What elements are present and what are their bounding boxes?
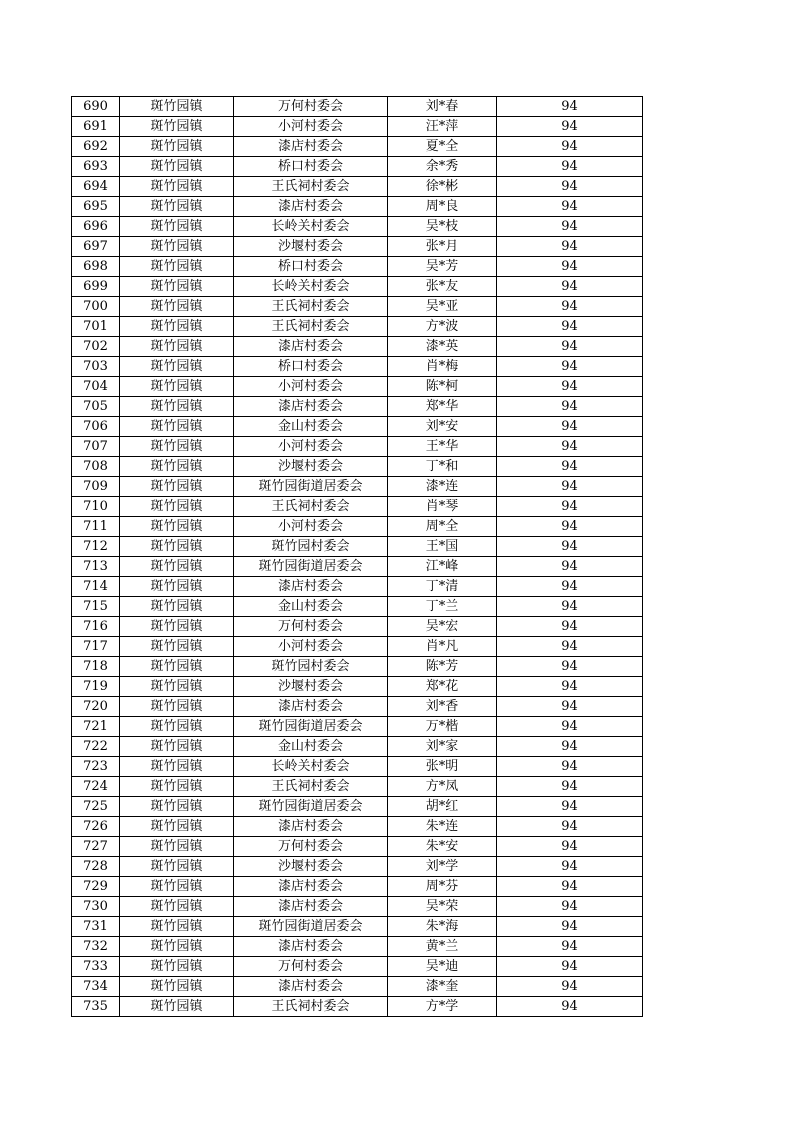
row-number-cell: 733 bbox=[72, 957, 120, 977]
table-row bbox=[72, 337, 643, 357]
row-number-cell: 711 bbox=[72, 517, 120, 537]
score-cell: 94 bbox=[497, 157, 643, 177]
town-cell: 斑竹园镇 bbox=[120, 177, 234, 197]
table-row bbox=[72, 117, 643, 137]
score-cell: 94 bbox=[497, 897, 643, 917]
person-name-cell: 朱*安 bbox=[388, 837, 497, 857]
town-cell: 斑竹园镇 bbox=[120, 197, 234, 217]
town-cell: 斑竹园镇 bbox=[120, 497, 234, 517]
person-name-cell: 张*月 bbox=[388, 237, 497, 257]
table-row bbox=[72, 517, 643, 537]
table-row bbox=[72, 697, 643, 717]
village-committee-cell: 斑竹园街道居委会 bbox=[234, 917, 388, 937]
person-name-cell: 刘*春 bbox=[388, 97, 497, 117]
person-name-cell: 漆*奎 bbox=[388, 977, 497, 997]
table-row bbox=[72, 457, 643, 477]
town-cell: 斑竹园镇 bbox=[120, 757, 234, 777]
person-name-cell: 吴*芳 bbox=[388, 257, 497, 277]
person-name-cell: 张*友 bbox=[388, 277, 497, 297]
town-cell: 斑竹园镇 bbox=[120, 837, 234, 857]
score-cell: 94 bbox=[497, 477, 643, 497]
village-committee-cell: 万何村委会 bbox=[234, 617, 388, 637]
village-committee-cell: 桥口村委会 bbox=[234, 157, 388, 177]
row-number-cell: 714 bbox=[72, 577, 120, 597]
row-number-cell: 710 bbox=[72, 497, 120, 517]
score-cell: 94 bbox=[497, 437, 643, 457]
town-cell: 斑竹园镇 bbox=[120, 137, 234, 157]
town-cell: 斑竹园镇 bbox=[120, 117, 234, 137]
row-number-cell: 731 bbox=[72, 917, 120, 937]
table-row bbox=[72, 877, 643, 897]
table-row bbox=[72, 237, 643, 257]
person-name-cell: 万*楷 bbox=[388, 717, 497, 737]
row-number-cell: 699 bbox=[72, 277, 120, 297]
table-row bbox=[72, 917, 643, 937]
score-cell: 94 bbox=[497, 617, 643, 637]
town-cell: 斑竹园镇 bbox=[120, 237, 234, 257]
village-committee-cell: 王氏祠村委会 bbox=[234, 177, 388, 197]
row-number-cell: 721 bbox=[72, 717, 120, 737]
village-committee-cell: 王氏祠村委会 bbox=[234, 777, 388, 797]
town-cell: 斑竹园镇 bbox=[120, 657, 234, 677]
village-committee-cell: 漆店村委会 bbox=[234, 337, 388, 357]
score-cell: 94 bbox=[497, 117, 643, 137]
score-cell: 94 bbox=[497, 377, 643, 397]
row-number-cell: 713 bbox=[72, 557, 120, 577]
row-number-cell: 732 bbox=[72, 937, 120, 957]
table-row bbox=[72, 617, 643, 637]
score-cell: 94 bbox=[497, 277, 643, 297]
score-cell: 94 bbox=[497, 497, 643, 517]
person-name-cell: 王*国 bbox=[388, 537, 497, 557]
town-cell: 斑竹园镇 bbox=[120, 977, 234, 997]
table-row bbox=[72, 817, 643, 837]
score-cell: 94 bbox=[497, 577, 643, 597]
person-name-cell: 刘*家 bbox=[388, 737, 497, 757]
table-row bbox=[72, 717, 643, 737]
score-cell: 94 bbox=[497, 857, 643, 877]
table-row bbox=[72, 957, 643, 977]
village-committee-cell: 斑竹园街道居委会 bbox=[234, 477, 388, 497]
person-name-cell: 夏*全 bbox=[388, 137, 497, 157]
table-row bbox=[72, 537, 643, 557]
village-committee-cell: 漆店村委会 bbox=[234, 897, 388, 917]
table-row bbox=[72, 377, 643, 397]
table-row bbox=[72, 257, 643, 277]
village-committee-cell: 金山村委会 bbox=[234, 417, 388, 437]
score-cell: 94 bbox=[497, 97, 643, 117]
village-committee-cell: 小河村委会 bbox=[234, 117, 388, 137]
person-name-cell: 吴*荣 bbox=[388, 897, 497, 917]
row-number-cell: 695 bbox=[72, 197, 120, 217]
table-row bbox=[72, 977, 643, 997]
score-cell: 94 bbox=[497, 457, 643, 477]
town-cell: 斑竹园镇 bbox=[120, 317, 234, 337]
score-cell: 94 bbox=[497, 177, 643, 197]
person-name-cell: 吴*迪 bbox=[388, 957, 497, 977]
row-number-cell: 729 bbox=[72, 877, 120, 897]
village-committee-cell: 小河村委会 bbox=[234, 517, 388, 537]
village-committee-cell: 小河村委会 bbox=[234, 377, 388, 397]
row-number-cell: 734 bbox=[72, 977, 120, 997]
person-name-cell: 方*学 bbox=[388, 997, 497, 1017]
town-cell: 斑竹园镇 bbox=[120, 397, 234, 417]
person-name-cell: 吴*亚 bbox=[388, 297, 497, 317]
village-committee-cell: 斑竹园街道居委会 bbox=[234, 557, 388, 577]
person-name-cell: 刘*学 bbox=[388, 857, 497, 877]
score-cell: 94 bbox=[497, 197, 643, 217]
person-name-cell: 余*秀 bbox=[388, 157, 497, 177]
town-cell: 斑竹园镇 bbox=[120, 717, 234, 737]
village-committee-cell: 漆店村委会 bbox=[234, 937, 388, 957]
row-number-cell: 709 bbox=[72, 477, 120, 497]
town-cell: 斑竹园镇 bbox=[120, 577, 234, 597]
person-name-cell: 肖*梅 bbox=[388, 357, 497, 377]
score-cell: 94 bbox=[497, 637, 643, 657]
town-cell: 斑竹园镇 bbox=[120, 377, 234, 397]
village-committee-cell: 斑竹园村委会 bbox=[234, 657, 388, 677]
table-row bbox=[72, 197, 643, 217]
row-number-cell: 696 bbox=[72, 217, 120, 237]
person-name-cell: 陈*芳 bbox=[388, 657, 497, 677]
town-cell: 斑竹园镇 bbox=[120, 817, 234, 837]
score-cell: 94 bbox=[497, 737, 643, 757]
table-row bbox=[72, 657, 643, 677]
score-cell: 94 bbox=[497, 757, 643, 777]
score-cell: 94 bbox=[497, 257, 643, 277]
records-table bbox=[71, 96, 643, 1017]
town-cell: 斑竹园镇 bbox=[120, 597, 234, 617]
village-committee-cell: 斑竹园街道居委会 bbox=[234, 717, 388, 737]
town-cell: 斑竹园镇 bbox=[120, 897, 234, 917]
person-name-cell: 漆*英 bbox=[388, 337, 497, 357]
table-row bbox=[72, 737, 643, 757]
score-cell: 94 bbox=[497, 357, 643, 377]
village-committee-cell: 金山村委会 bbox=[234, 597, 388, 617]
person-name-cell: 刘*安 bbox=[388, 417, 497, 437]
row-number-cell: 698 bbox=[72, 257, 120, 277]
person-name-cell: 周*全 bbox=[388, 517, 497, 537]
town-cell: 斑竹园镇 bbox=[120, 957, 234, 977]
person-name-cell: 肖*琴 bbox=[388, 497, 497, 517]
village-committee-cell: 金山村委会 bbox=[234, 737, 388, 757]
score-cell: 94 bbox=[497, 717, 643, 737]
row-number-cell: 725 bbox=[72, 797, 120, 817]
village-committee-cell: 漆店村委会 bbox=[234, 397, 388, 417]
row-number-cell: 700 bbox=[72, 297, 120, 317]
row-number-cell: 730 bbox=[72, 897, 120, 917]
score-cell: 94 bbox=[497, 657, 643, 677]
row-number-cell: 704 bbox=[72, 377, 120, 397]
score-cell: 94 bbox=[497, 877, 643, 897]
person-name-cell: 方*波 bbox=[388, 317, 497, 337]
town-cell: 斑竹园镇 bbox=[120, 417, 234, 437]
score-cell: 94 bbox=[497, 557, 643, 577]
row-number-cell: 702 bbox=[72, 337, 120, 357]
village-committee-cell: 漆店村委会 bbox=[234, 197, 388, 217]
score-cell: 94 bbox=[497, 137, 643, 157]
table-row bbox=[72, 277, 643, 297]
person-name-cell: 吴*宏 bbox=[388, 617, 497, 637]
score-cell: 94 bbox=[497, 957, 643, 977]
town-cell: 斑竹园镇 bbox=[120, 517, 234, 537]
town-cell: 斑竹园镇 bbox=[120, 157, 234, 177]
person-name-cell: 丁*和 bbox=[388, 457, 497, 477]
score-cell: 94 bbox=[497, 997, 643, 1017]
row-number-cell: 691 bbox=[72, 117, 120, 137]
score-cell: 94 bbox=[497, 677, 643, 697]
town-cell: 斑竹园镇 bbox=[120, 637, 234, 657]
village-committee-cell: 万何村委会 bbox=[234, 957, 388, 977]
table-row bbox=[72, 777, 643, 797]
village-committee-cell: 斑竹园街道居委会 bbox=[234, 797, 388, 817]
table-row bbox=[72, 677, 643, 697]
town-cell: 斑竹园镇 bbox=[120, 357, 234, 377]
row-number-cell: 735 bbox=[72, 997, 120, 1017]
row-number-cell: 726 bbox=[72, 817, 120, 837]
table-row bbox=[72, 577, 643, 597]
village-committee-cell: 桥口村委会 bbox=[234, 257, 388, 277]
person-name-cell: 周*良 bbox=[388, 197, 497, 217]
town-cell: 斑竹园镇 bbox=[120, 457, 234, 477]
town-cell: 斑竹园镇 bbox=[120, 797, 234, 817]
row-number-cell: 727 bbox=[72, 837, 120, 857]
row-number-cell: 707 bbox=[72, 437, 120, 457]
person-name-cell: 朱*海 bbox=[388, 917, 497, 937]
table-row bbox=[72, 397, 643, 417]
town-cell: 斑竹园镇 bbox=[120, 917, 234, 937]
score-cell: 94 bbox=[497, 597, 643, 617]
score-cell: 94 bbox=[497, 817, 643, 837]
town-cell: 斑竹园镇 bbox=[120, 277, 234, 297]
village-committee-cell: 沙堰村委会 bbox=[234, 677, 388, 697]
town-cell: 斑竹园镇 bbox=[120, 617, 234, 637]
table-row bbox=[72, 597, 643, 617]
score-cell: 94 bbox=[497, 317, 643, 337]
table-row bbox=[72, 297, 643, 317]
village-committee-cell: 漆店村委会 bbox=[234, 577, 388, 597]
table-row bbox=[72, 997, 643, 1017]
row-number-cell: 718 bbox=[72, 657, 120, 677]
town-cell: 斑竹园镇 bbox=[120, 297, 234, 317]
person-name-cell: 丁*兰 bbox=[388, 597, 497, 617]
person-name-cell: 漆*连 bbox=[388, 477, 497, 497]
row-number-cell: 690 bbox=[72, 97, 120, 117]
village-committee-cell: 漆店村委会 bbox=[234, 877, 388, 897]
person-name-cell: 郑*花 bbox=[388, 677, 497, 697]
row-number-cell: 701 bbox=[72, 317, 120, 337]
person-name-cell: 王*华 bbox=[388, 437, 497, 457]
table-row bbox=[72, 357, 643, 377]
row-number-cell: 703 bbox=[72, 357, 120, 377]
village-committee-cell: 漆店村委会 bbox=[234, 697, 388, 717]
table-row bbox=[72, 497, 643, 517]
village-committee-cell: 万何村委会 bbox=[234, 97, 388, 117]
table-row bbox=[72, 417, 643, 437]
table-row bbox=[72, 437, 643, 457]
town-cell: 斑竹园镇 bbox=[120, 877, 234, 897]
village-committee-cell: 斑竹园村委会 bbox=[234, 537, 388, 557]
village-committee-cell: 漆店村委会 bbox=[234, 137, 388, 157]
score-cell: 94 bbox=[497, 237, 643, 257]
table-row bbox=[72, 317, 643, 337]
table-row bbox=[72, 137, 643, 157]
row-number-cell: 719 bbox=[72, 677, 120, 697]
town-cell: 斑竹园镇 bbox=[120, 557, 234, 577]
village-committee-cell: 长岭关村委会 bbox=[234, 277, 388, 297]
town-cell: 斑竹园镇 bbox=[120, 997, 234, 1017]
town-cell: 斑竹园镇 bbox=[120, 777, 234, 797]
table-row bbox=[72, 757, 643, 777]
village-committee-cell: 小河村委会 bbox=[234, 437, 388, 457]
person-name-cell: 方*凤 bbox=[388, 777, 497, 797]
score-cell: 94 bbox=[497, 697, 643, 717]
score-cell: 94 bbox=[497, 917, 643, 937]
table-row bbox=[72, 217, 643, 237]
person-name-cell: 吴*枝 bbox=[388, 217, 497, 237]
person-name-cell: 陈*柯 bbox=[388, 377, 497, 397]
person-name-cell: 肖*凡 bbox=[388, 637, 497, 657]
person-name-cell: 徐*彬 bbox=[388, 177, 497, 197]
village-committee-cell: 长岭关村委会 bbox=[234, 217, 388, 237]
row-number-cell: 693 bbox=[72, 157, 120, 177]
village-committee-cell: 万何村委会 bbox=[234, 837, 388, 857]
row-number-cell: 708 bbox=[72, 457, 120, 477]
row-number-cell: 728 bbox=[72, 857, 120, 877]
town-cell: 斑竹园镇 bbox=[120, 857, 234, 877]
row-number-cell: 722 bbox=[72, 737, 120, 757]
town-cell: 斑竹园镇 bbox=[120, 737, 234, 757]
row-number-cell: 705 bbox=[72, 397, 120, 417]
village-committee-cell: 长岭关村委会 bbox=[234, 757, 388, 777]
town-cell: 斑竹园镇 bbox=[120, 697, 234, 717]
row-number-cell: 697 bbox=[72, 237, 120, 257]
table-row bbox=[72, 937, 643, 957]
row-number-cell: 712 bbox=[72, 537, 120, 557]
score-cell: 94 bbox=[497, 777, 643, 797]
village-committee-cell: 沙堰村委会 bbox=[234, 237, 388, 257]
table-row bbox=[72, 477, 643, 497]
person-name-cell: 汪*萍 bbox=[388, 117, 497, 137]
table-row bbox=[72, 837, 643, 857]
row-number-cell: 694 bbox=[72, 177, 120, 197]
person-name-cell: 张*明 bbox=[388, 757, 497, 777]
row-number-cell: 723 bbox=[72, 757, 120, 777]
score-cell: 94 bbox=[497, 417, 643, 437]
village-committee-cell: 沙堰村委会 bbox=[234, 857, 388, 877]
score-cell: 94 bbox=[497, 217, 643, 237]
row-number-cell: 716 bbox=[72, 617, 120, 637]
person-name-cell: 郑*华 bbox=[388, 397, 497, 417]
town-cell: 斑竹园镇 bbox=[120, 477, 234, 497]
village-committee-cell: 桥口村委会 bbox=[234, 357, 388, 377]
person-name-cell: 胡*红 bbox=[388, 797, 497, 817]
score-cell: 94 bbox=[497, 537, 643, 557]
table-row bbox=[72, 157, 643, 177]
person-name-cell: 刘*香 bbox=[388, 697, 497, 717]
table-row bbox=[72, 97, 643, 117]
person-name-cell: 江*峰 bbox=[388, 557, 497, 577]
table-row bbox=[72, 557, 643, 577]
table-row bbox=[72, 177, 643, 197]
score-cell: 94 bbox=[497, 837, 643, 857]
score-cell: 94 bbox=[497, 337, 643, 357]
person-name-cell: 朱*连 bbox=[388, 817, 497, 837]
score-cell: 94 bbox=[497, 937, 643, 957]
row-number-cell: 717 bbox=[72, 637, 120, 657]
village-committee-cell: 漆店村委会 bbox=[234, 817, 388, 837]
row-number-cell: 724 bbox=[72, 777, 120, 797]
table-row bbox=[72, 797, 643, 817]
row-number-cell: 715 bbox=[72, 597, 120, 617]
score-cell: 94 bbox=[497, 517, 643, 537]
village-committee-cell: 王氏祠村委会 bbox=[234, 317, 388, 337]
table-row bbox=[72, 897, 643, 917]
table-row bbox=[72, 857, 643, 877]
town-cell: 斑竹园镇 bbox=[120, 257, 234, 277]
score-cell: 94 bbox=[497, 297, 643, 317]
table-row bbox=[72, 637, 643, 657]
village-committee-cell: 漆店村委会 bbox=[234, 977, 388, 997]
town-cell: 斑竹园镇 bbox=[120, 677, 234, 697]
town-cell: 斑竹园镇 bbox=[120, 217, 234, 237]
score-cell: 94 bbox=[497, 397, 643, 417]
town-cell: 斑竹园镇 bbox=[120, 437, 234, 457]
town-cell: 斑竹园镇 bbox=[120, 97, 234, 117]
row-number-cell: 720 bbox=[72, 697, 120, 717]
score-cell: 94 bbox=[497, 797, 643, 817]
village-committee-cell: 沙堰村委会 bbox=[234, 457, 388, 477]
village-committee-cell: 王氏祠村委会 bbox=[234, 297, 388, 317]
records-table-body bbox=[72, 97, 643, 1017]
town-cell: 斑竹园镇 bbox=[120, 537, 234, 557]
person-name-cell: 丁*清 bbox=[388, 577, 497, 597]
town-cell: 斑竹园镇 bbox=[120, 937, 234, 957]
village-committee-cell: 小河村委会 bbox=[234, 637, 388, 657]
person-name-cell: 周*芬 bbox=[388, 877, 497, 897]
town-cell: 斑竹园镇 bbox=[120, 337, 234, 357]
row-number-cell: 706 bbox=[72, 417, 120, 437]
village-committee-cell: 王氏祠村委会 bbox=[234, 497, 388, 517]
village-committee-cell: 王氏祠村委会 bbox=[234, 997, 388, 1017]
person-name-cell: 黄*兰 bbox=[388, 937, 497, 957]
row-number-cell: 692 bbox=[72, 137, 120, 157]
score-cell: 94 bbox=[497, 977, 643, 997]
